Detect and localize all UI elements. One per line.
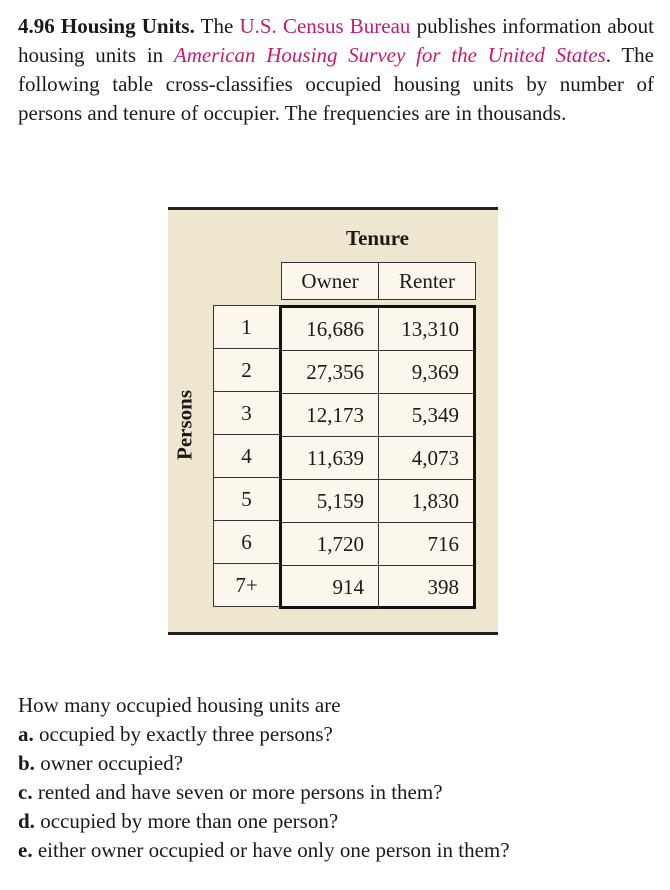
question-a: a. occupied by exactly three persons? <box>18 722 333 746</box>
data-grid <box>279 305 476 609</box>
row-label: 1 <box>213 305 280 349</box>
cell-owner: 1,720 <box>282 523 379 566</box>
questions-intro: How many occupied housing units are <box>18 693 341 717</box>
row-label: 5 <box>213 477 280 521</box>
table-title: Tenure <box>345 226 410 250</box>
cell-renter: 4,073 <box>379 437 473 480</box>
problem-text-1: The <box>200 14 234 38</box>
source-link[interactable]: U.S. Census Bureau <box>239 14 411 38</box>
cell-owner: 5,159 <box>282 480 379 523</box>
question-e: e. either owner occupied or have only one person in them? <box>18 838 510 862</box>
question-b: b. owner occupied? <box>18 751 184 775</box>
cell-owner: 11,639 <box>282 437 379 480</box>
problem-text-2: publishes information about housing units in <box>18 14 655 67</box>
column-header-owner: Owner <box>281 262 379 300</box>
problem-number: 4.96 Housing Units. <box>18 14 195 38</box>
cell-renter: 5,349 <box>379 394 473 437</box>
row-label: 4 <box>213 434 280 478</box>
cell-renter: 9,369 <box>379 351 473 394</box>
cell-owner: 914 <box>282 566 379 609</box>
question-d: d. occupied by more than one person? <box>18 809 339 833</box>
cell-owner: 12,173 <box>282 394 379 437</box>
row-label: 7+ <box>213 563 280 607</box>
column-header-renter: Renter <box>378 262 476 300</box>
problem-text-3: . The following table cross-classifies occupied housing units by number of persons and tenure of occupier. The frequencies are in thousands. <box>18 43 654 125</box>
problem-statement <box>18 12 654 128</box>
cell-renter: 398 <box>427 575 459 599</box>
question-c: c. rented and have seven or more persons in them? <box>18 780 443 804</box>
row-label: 6 <box>213 520 280 564</box>
cell-owner: 16,686 <box>282 308 379 351</box>
publication-link[interactable]: American Housing Survey for the United States <box>173 43 606 67</box>
cell-renter: 1,830 <box>379 480 473 523</box>
cell-renter: 716 <box>379 523 473 566</box>
row-label: 3 <box>213 391 280 435</box>
row-label: 2 <box>213 348 280 392</box>
cell-owner: 27,356 <box>282 351 379 394</box>
questions <box>18 691 658 865</box>
cell-renter: 13,310 <box>379 308 473 351</box>
